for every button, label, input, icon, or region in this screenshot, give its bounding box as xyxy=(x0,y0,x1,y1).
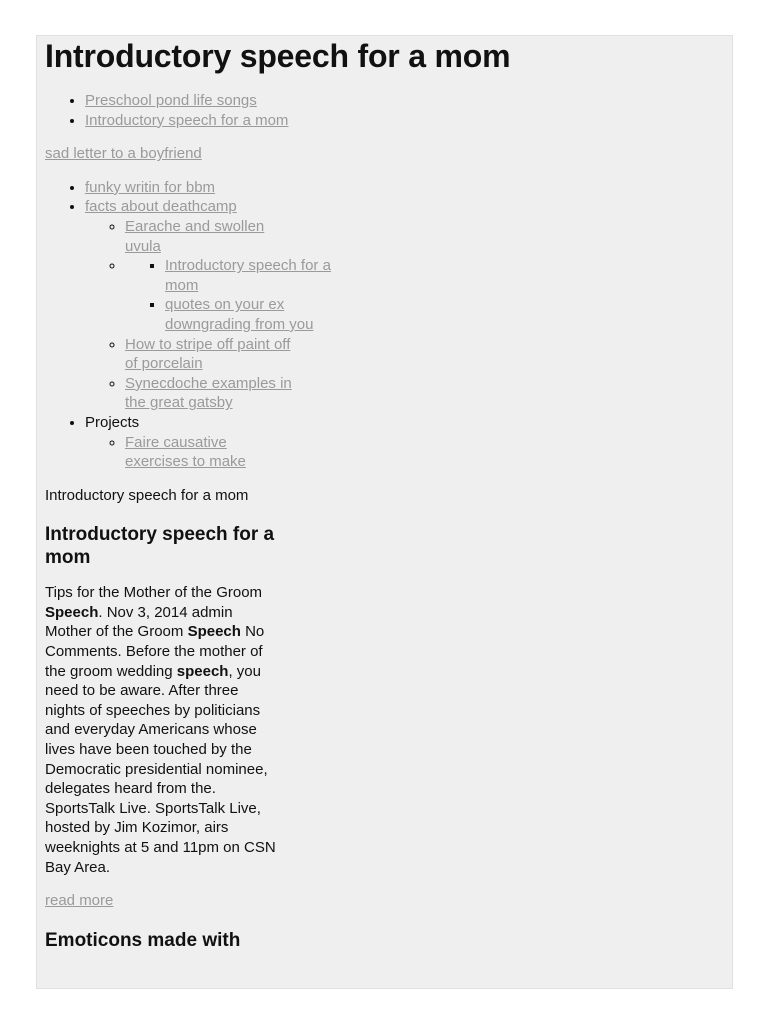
plain-line: Introductory speech for a mom xyxy=(45,486,249,504)
top-link-preschool[interactable]: Preschool pond life songs xyxy=(85,92,257,109)
standalone-link[interactable]: sad letter to a boyfriend xyxy=(45,145,202,163)
top-link-list xyxy=(45,91,345,130)
nav-sublist xyxy=(85,217,345,413)
page-container xyxy=(36,35,733,989)
projects-sub-faire[interactable]: Faire causative exercises to make xyxy=(125,433,246,471)
list-item xyxy=(85,197,345,413)
nav-nested-introductory[interactable]: Introductory speech for a mom xyxy=(165,257,331,294)
list-item xyxy=(85,91,345,111)
article-heading: Introductory speech for a mom xyxy=(45,524,275,569)
nav-list xyxy=(45,178,345,472)
top-link-introductory[interactable]: Introductory speech for a mom xyxy=(85,111,289,129)
nav-nested-quotes[interactable]: quotes on your ex downgrading from you xyxy=(165,296,314,333)
projects-sublist xyxy=(85,433,345,472)
body-text-3: No Comments. Before the mother of the groom wedding xyxy=(45,623,265,680)
content-column xyxy=(45,91,345,966)
nav-nested-list xyxy=(125,256,345,334)
nav-sub-earache[interactable]: Earache and swollen uvula xyxy=(125,217,265,255)
body-bold-3: speech xyxy=(176,662,229,680)
body-bold-1: Speech xyxy=(45,603,99,621)
nav-item-funky[interactable]: funky writin for bbm xyxy=(85,178,216,196)
read-more-link[interactable]: read more xyxy=(45,892,114,910)
page-title: Introductory speech for a mom xyxy=(45,38,511,74)
list-item xyxy=(85,178,345,198)
body-text-4: , you need to be aware. After three nights of speeches by politicians and everyday Americans whose lives have been touched by the Democratic presidential nominee, delegates heard from the. SportsTalk Live. SportsTalk Live, hosted by Jim Kozimor, airs weeknights at 5 and 11pm on CSN Bay Area. xyxy=(45,662,276,876)
nav-projects-label: Projects xyxy=(85,413,140,431)
body-bold-2: Speech xyxy=(187,623,241,641)
nav-sub-synecdoche[interactable]: Synecdoche examples in the great gatsby xyxy=(125,374,292,412)
list-item xyxy=(125,335,305,374)
list-item xyxy=(85,111,345,131)
list-item xyxy=(85,413,345,472)
list-item xyxy=(125,433,265,472)
next-heading: Emoticons made with xyxy=(45,929,241,951)
list-item xyxy=(165,295,345,334)
list-item xyxy=(125,374,305,413)
body-text-1: Tips for the Mother of the Groom xyxy=(45,584,263,602)
list-item xyxy=(165,256,345,295)
nav-item-deathcamp[interactable]: facts about deathcamp xyxy=(85,198,237,216)
body-text-2: . Nov 3, 2014 admin Mother of the Groom xyxy=(45,603,233,641)
list-item xyxy=(125,256,345,334)
list-item xyxy=(125,217,285,256)
nav-sub-paint[interactable]: How to stripe off paint off of porcelain xyxy=(125,335,291,373)
article-body xyxy=(45,583,277,877)
